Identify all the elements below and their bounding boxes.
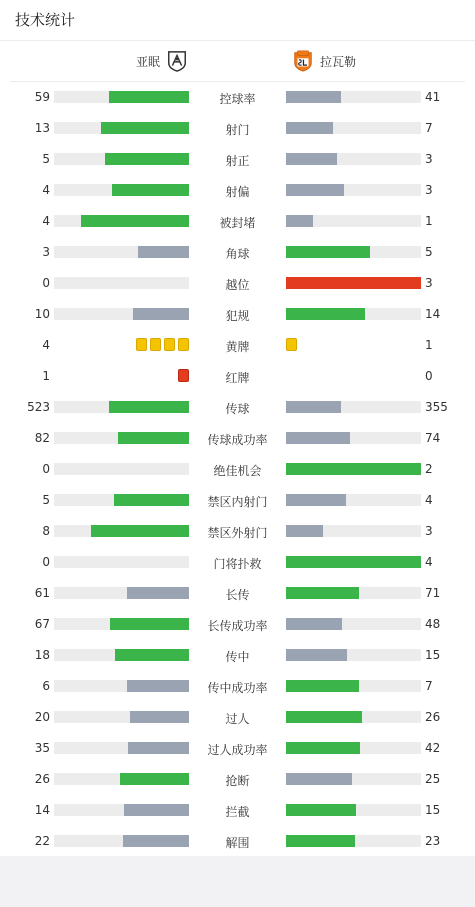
away-bar-track bbox=[286, 215, 421, 227]
stat-label: 越位 bbox=[225, 278, 250, 292]
away-bar-fill bbox=[286, 773, 352, 785]
away-bar-fill bbox=[286, 215, 313, 227]
stat-label: 禁区外射门 bbox=[207, 526, 268, 540]
away-bar-fill bbox=[286, 401, 341, 413]
home-value: 61 bbox=[34, 586, 50, 600]
home-bar-track bbox=[54, 680, 189, 692]
away-bar-fill bbox=[286, 122, 333, 134]
home-bar-track bbox=[54, 215, 189, 227]
away-value: 3 bbox=[425, 276, 433, 290]
home-bar-fill bbox=[124, 804, 189, 816]
home-bar-fill bbox=[123, 835, 189, 847]
away-value: 0 bbox=[425, 369, 433, 383]
stat-row bbox=[0, 82, 475, 113]
home-bar-track bbox=[54, 308, 189, 320]
home-team-logo-icon bbox=[166, 50, 188, 72]
away-bar-fill bbox=[286, 618, 342, 630]
home-bar-fill bbox=[91, 525, 189, 537]
away-bar-track bbox=[286, 122, 421, 134]
away-bar-fill bbox=[286, 91, 341, 103]
home-bar-track bbox=[54, 556, 189, 568]
away-value: 7 bbox=[425, 121, 433, 135]
stat-row bbox=[0, 609, 475, 640]
away-value: 7 bbox=[425, 679, 433, 693]
stat-label: 长传 bbox=[225, 588, 250, 602]
away-value: 26 bbox=[425, 710, 441, 724]
home-team-name: 亚眠 bbox=[135, 54, 160, 69]
home-bar-fill bbox=[130, 711, 189, 723]
away-value: 1 bbox=[425, 338, 433, 352]
away-bar-fill bbox=[286, 680, 359, 692]
away-bar-track bbox=[286, 804, 421, 816]
away-bar-fill bbox=[286, 835, 355, 847]
home-red-cards bbox=[178, 369, 189, 382]
away-value: 15 bbox=[425, 648, 441, 662]
home-bar-fill bbox=[115, 649, 189, 661]
stat-label: 传中 bbox=[225, 650, 250, 664]
home-value: 14 bbox=[34, 803, 50, 817]
home-team[interactable] bbox=[136, 49, 188, 73]
home-bar-fill bbox=[138, 246, 189, 258]
away-bar-fill bbox=[286, 711, 362, 723]
home-value: 18 bbox=[34, 648, 50, 662]
home-bar-track bbox=[54, 711, 189, 723]
home-bar-track bbox=[54, 122, 189, 134]
away-value: 4 bbox=[425, 493, 433, 507]
home-bar-track bbox=[54, 618, 189, 630]
stat-label: 抢断 bbox=[225, 774, 250, 788]
stat-label: 控球率 bbox=[219, 92, 256, 106]
home-value: 0 bbox=[42, 276, 50, 290]
home-bar-track bbox=[54, 742, 189, 754]
home-value: 5 bbox=[42, 493, 50, 507]
yellow-card-icon bbox=[286, 338, 297, 351]
red-card-icon bbox=[178, 369, 189, 382]
away-value: 3 bbox=[425, 183, 433, 197]
home-bar-fill bbox=[109, 401, 189, 413]
stat-row bbox=[0, 113, 475, 144]
stat-row bbox=[0, 578, 475, 609]
away-bar-track bbox=[286, 432, 421, 444]
stat-label: 解围 bbox=[225, 836, 250, 850]
page-title: 技术统计 bbox=[0, 0, 475, 41]
stat-row bbox=[0, 392, 475, 423]
home-bar-fill bbox=[127, 587, 189, 599]
home-value: 5 bbox=[42, 152, 50, 166]
away-bar-track bbox=[286, 525, 421, 537]
stat-row bbox=[0, 268, 475, 299]
away-bar-fill bbox=[286, 742, 360, 754]
stat-row bbox=[0, 671, 475, 702]
away-bar-fill bbox=[286, 587, 359, 599]
away-value: 2 bbox=[425, 462, 433, 476]
home-bar-track bbox=[54, 153, 189, 165]
away-value: 42 bbox=[425, 741, 441, 755]
away-bar-fill bbox=[286, 308, 365, 320]
stat-row bbox=[0, 299, 475, 330]
home-bar-track bbox=[54, 401, 189, 413]
away-bar-track bbox=[286, 246, 421, 258]
stat-label: 长传成功率 bbox=[207, 619, 268, 633]
away-bar-fill bbox=[286, 432, 350, 444]
stat-row bbox=[0, 144, 475, 175]
home-bar-fill bbox=[120, 773, 189, 785]
away-bar-track bbox=[286, 680, 421, 692]
stat-label: 绝佳机会 bbox=[213, 464, 262, 478]
away-bar-track bbox=[286, 556, 421, 568]
home-yellow-cards bbox=[136, 338, 189, 351]
away-bar-track bbox=[286, 587, 421, 599]
away-value: 15 bbox=[425, 803, 441, 817]
home-bar-track bbox=[54, 649, 189, 661]
home-value: 13 bbox=[34, 121, 50, 135]
away-bar-track bbox=[286, 184, 421, 196]
away-value: 4 bbox=[425, 555, 433, 569]
away-bar-track bbox=[286, 153, 421, 165]
away-team[interactable] bbox=[292, 49, 356, 73]
away-team-logo-icon bbox=[292, 50, 314, 72]
stat-label: 射门 bbox=[225, 123, 250, 137]
away-value: 41 bbox=[425, 90, 441, 104]
home-bar-track bbox=[54, 804, 189, 816]
home-bar-track bbox=[54, 773, 189, 785]
stat-label: 过人 bbox=[225, 712, 250, 726]
home-value: 8 bbox=[42, 524, 50, 538]
away-value: 25 bbox=[425, 772, 441, 786]
away-value: 23 bbox=[425, 834, 441, 848]
away-bar-fill bbox=[286, 804, 356, 816]
away-value: 14 bbox=[425, 307, 441, 321]
away-bar-fill bbox=[286, 246, 370, 258]
yellow-card-icon bbox=[150, 338, 161, 351]
stat-row bbox=[0, 237, 475, 268]
away-bar-track bbox=[286, 649, 421, 661]
stat-label: 拦截 bbox=[225, 805, 250, 819]
stat-label: 门将扑救 bbox=[213, 557, 262, 571]
away-bar-fill bbox=[286, 277, 421, 289]
home-bar-track bbox=[54, 835, 189, 847]
stat-row bbox=[0, 764, 475, 795]
stat-row bbox=[0, 702, 475, 733]
away-bar-fill bbox=[286, 525, 323, 537]
stat-row bbox=[0, 361, 475, 392]
home-bar-track bbox=[54, 463, 189, 475]
yellow-card-icon bbox=[136, 338, 147, 351]
stat-label: 黄牌 bbox=[225, 340, 250, 354]
home-bar-track bbox=[54, 277, 189, 289]
away-bar-track bbox=[286, 711, 421, 723]
away-bar-track bbox=[286, 618, 421, 630]
stat-label: 射偏 bbox=[225, 185, 250, 199]
stat-row bbox=[0, 547, 475, 578]
away-value: 5 bbox=[425, 245, 433, 259]
away-bar-fill bbox=[286, 556, 421, 568]
home-bar-track bbox=[54, 525, 189, 537]
home-value: 6 bbox=[42, 679, 50, 693]
home-bar-fill bbox=[110, 618, 189, 630]
stat-label: 射正 bbox=[225, 154, 250, 168]
away-value: 1 bbox=[425, 214, 433, 228]
home-value: 82 bbox=[34, 431, 50, 445]
stat-label: 红牌 bbox=[225, 371, 250, 385]
home-value: 10 bbox=[34, 307, 50, 321]
home-value: 4 bbox=[42, 338, 50, 352]
stat-label: 传中成功率 bbox=[207, 681, 268, 695]
home-bar-track bbox=[54, 91, 189, 103]
stat-row bbox=[0, 454, 475, 485]
home-value: 26 bbox=[34, 772, 50, 786]
stat-label: 过人成功率 bbox=[207, 743, 268, 757]
stat-label: 犯规 bbox=[225, 309, 250, 323]
home-value: 0 bbox=[42, 462, 50, 476]
home-bar-fill bbox=[133, 308, 189, 320]
home-bar-track bbox=[54, 184, 189, 196]
teams-header bbox=[10, 41, 465, 82]
home-value: 1 bbox=[42, 369, 50, 383]
away-bar-track bbox=[286, 835, 421, 847]
away-bar-track bbox=[286, 463, 421, 475]
home-value: 59 bbox=[34, 90, 50, 104]
away-value: 71 bbox=[425, 586, 441, 600]
stat-label: 禁区内射门 bbox=[207, 495, 268, 509]
away-bar-track bbox=[286, 91, 421, 103]
home-bar-fill bbox=[81, 215, 189, 227]
home-bar-fill bbox=[112, 184, 189, 196]
home-value: 67 bbox=[34, 617, 50, 631]
home-bar-track bbox=[54, 494, 189, 506]
home-bar-fill bbox=[109, 91, 189, 103]
stat-row bbox=[0, 516, 475, 547]
away-bar-fill bbox=[286, 649, 347, 661]
stat-row bbox=[0, 485, 475, 516]
away-bar-fill bbox=[286, 494, 346, 506]
home-bar-fill bbox=[105, 153, 189, 165]
stat-row bbox=[0, 175, 475, 206]
away-bar-track bbox=[286, 401, 421, 413]
away-value: 74 bbox=[425, 431, 441, 445]
away-bar-track bbox=[286, 742, 421, 754]
home-bar-track bbox=[54, 246, 189, 258]
home-value: 35 bbox=[34, 741, 50, 755]
stat-row bbox=[0, 640, 475, 671]
home-value: 20 bbox=[34, 710, 50, 724]
stat-label: 传球 bbox=[225, 402, 250, 416]
home-bar-track bbox=[54, 432, 189, 444]
yellow-card-icon bbox=[164, 338, 175, 351]
stat-row bbox=[0, 795, 475, 826]
away-bar-fill bbox=[286, 153, 337, 165]
away-bar-track bbox=[286, 494, 421, 506]
stat-row bbox=[0, 733, 475, 764]
away-team-name: 拉瓦勒 bbox=[320, 54, 357, 69]
away-bar-fill bbox=[286, 463, 421, 475]
home-value: 4 bbox=[42, 183, 50, 197]
away-value: 3 bbox=[425, 152, 433, 166]
stat-row bbox=[0, 206, 475, 237]
away-bar-track bbox=[286, 308, 421, 320]
home-value: 523 bbox=[27, 400, 50, 414]
home-bar-fill bbox=[127, 680, 189, 692]
home-value: 4 bbox=[42, 214, 50, 228]
stats-list bbox=[0, 82, 475, 857]
home-bar-fill bbox=[101, 122, 189, 134]
stat-label: 传球成功率 bbox=[207, 433, 268, 447]
away-yellow-cards bbox=[286, 338, 297, 351]
away-value: 355 bbox=[425, 400, 448, 414]
home-value: 22 bbox=[34, 834, 50, 848]
stat-row bbox=[0, 330, 475, 361]
home-bar-fill bbox=[114, 494, 189, 506]
away-value: 48 bbox=[425, 617, 441, 631]
away-bar-track bbox=[286, 277, 421, 289]
stat-label: 角球 bbox=[225, 247, 250, 261]
home-value: 0 bbox=[42, 555, 50, 569]
stat-row bbox=[0, 826, 475, 857]
away-bar-track bbox=[286, 773, 421, 785]
away-bar-fill bbox=[286, 184, 344, 196]
away-value: 3 bbox=[425, 524, 433, 538]
stat-label: 被封堵 bbox=[219, 216, 256, 230]
stat-row bbox=[0, 423, 475, 454]
yellow-card-icon bbox=[178, 338, 189, 351]
home-value: 3 bbox=[42, 245, 50, 259]
home-bar-track bbox=[54, 587, 189, 599]
home-bar-fill bbox=[118, 432, 189, 444]
home-bar-fill bbox=[128, 742, 189, 754]
